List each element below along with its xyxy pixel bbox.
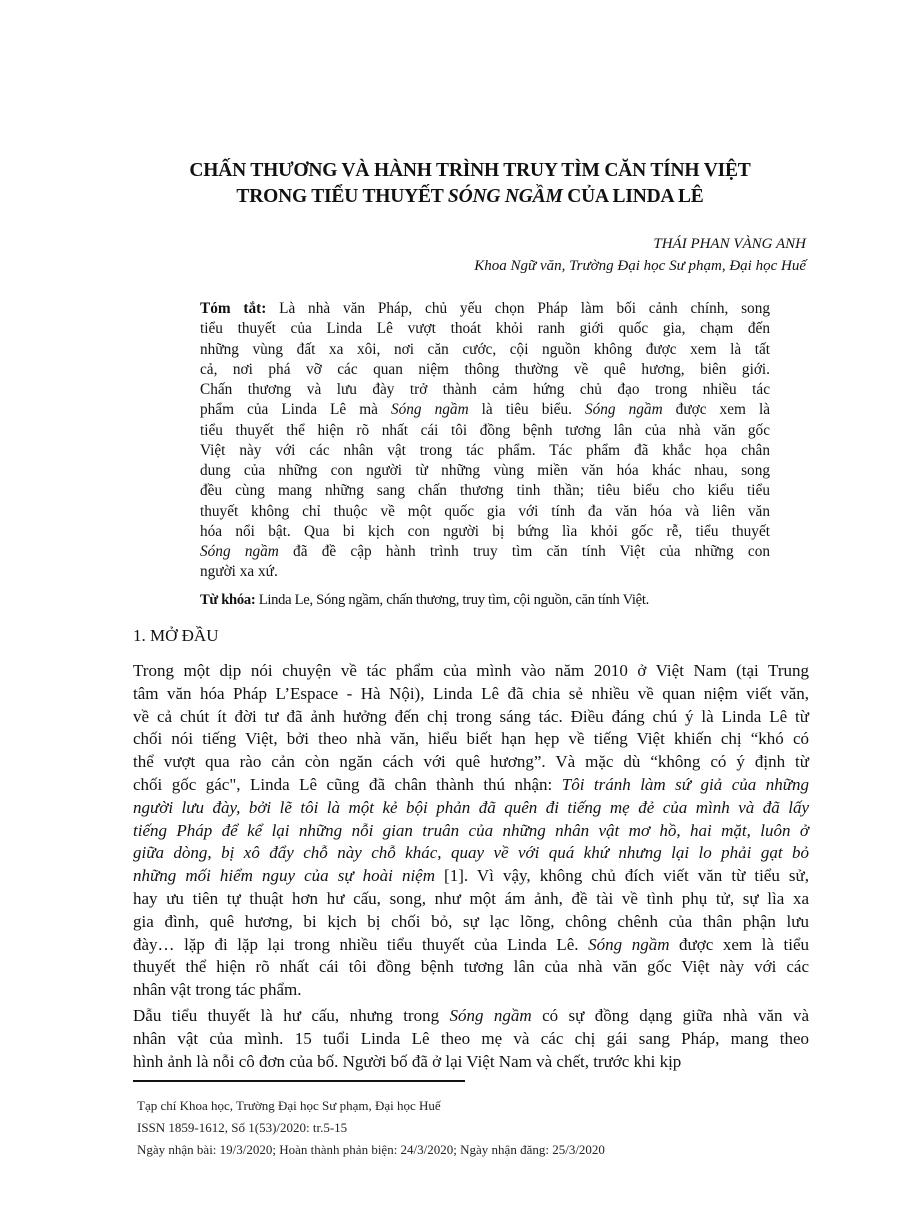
text-segment: đã đề cập hành trình truy tìm căn tính Việt của những con	[278, 543, 770, 560]
text-segment: đày… lặp đi lặp lại trong nhiều tiểu thuyết của Linda Lê.	[133, 934, 589, 954]
author-name: THÁI PHAN VÀNG ANH	[653, 236, 806, 252]
section-heading: 1. MỞ ĐẦU	[133, 626, 219, 645]
text-line	[133, 774, 809, 797]
italic-text: những mối hiểm nguy của sự hoài niệm	[133, 866, 435, 886]
text-line	[133, 1050, 809, 1073]
body-paragraph-1	[133, 660, 809, 1002]
text-segment: được xem là tiểu	[669, 934, 810, 954]
text-line	[133, 751, 809, 774]
text-segment: được xem là	[662, 401, 770, 419]
text-line	[200, 562, 770, 582]
author-affiliation: Khoa Ngữ văn, Trường Đại học Sư phạm, Đại học Huế	[474, 258, 806, 274]
text-segment: thuyết không chỉ thuộc về một quốc gia với tính đa văn hóa và liên văn	[200, 502, 770, 520]
text-line	[133, 1004, 809, 1027]
text-segment: chối nói tiếng Việt, bởi theo nhà văn, hiểu biết hạn hẹp về tiếng Việt khiến chị “khó có	[133, 729, 809, 749]
footnote-divider	[133, 1080, 465, 1082]
footer-issn: ISSN 1859-1612, Số 1(53)/2020: tr.5-15	[137, 1120, 348, 1135]
italic-text: giữa dòng, bị xô đẩy chỗ này chỗ khác, quay về với quá khứ nhưng lại lo phải gạt bỏ	[133, 843, 809, 863]
title-line-1: CHẤN THƯƠNG VÀ HÀNH TRÌNH TRUY TÌM CĂN TÍNH VIỆT	[189, 160, 751, 181]
text-line	[200, 502, 770, 522]
text-segment: đều cùng mang những sang chấn thương tinh thần; tiêu biểu cho kiểu tiểu	[200, 482, 770, 500]
text-segment: chối gốc gác", Linda Lê cũng đã chân thành thú nhận:	[133, 774, 562, 794]
text-segment: có sự đồng dạng giữa nhà văn và	[531, 1006, 809, 1025]
article-title	[100, 158, 840, 210]
italic-text: Tôi tránh làm sứ giả của những	[561, 774, 809, 794]
text-line	[200, 299, 770, 319]
text-segment: Việt này với các nhân vật trong tác phẩm. Tác phẩm đã khắc họa chân	[200, 441, 770, 459]
text-segment: dung của những con người từ những vùng miền văn hóa khác nhau, song	[200, 462, 770, 479]
title-pre: TRONG TIỂU THUYẾT	[236, 186, 448, 207]
text-line	[133, 820, 809, 843]
text-line	[133, 842, 809, 865]
text-line	[200, 461, 770, 481]
text-line	[133, 706, 809, 729]
text-segment: Chấn thương và lưu đày trở thành cảm hứng chủ đạo trong nhiều tác	[200, 381, 770, 398]
text-segment: Trong một dịp nói chuyện về tác phẩm của mình vào năm 2010 ở Việt Nam (tại Trung	[133, 661, 809, 680]
text-line	[200, 400, 770, 420]
text-segment: gia đình, quê hương, bi kịch bị chối bỏ, sự lạc lõng, chông chênh của thân phận lưu	[133, 911, 809, 931]
text-segment: là tiêu biểu.	[468, 401, 585, 419]
body-paragraph-2	[133, 1004, 809, 1073]
title-novel-name: SÓNG NGẦM	[447, 186, 563, 207]
text-segment: người xa xứ.	[200, 563, 278, 581]
keywords	[200, 592, 649, 609]
italic-text: Sóng ngầm	[449, 1006, 532, 1025]
text-line	[133, 888, 809, 911]
text-segment: Dẫu tiểu thuyết là hư cấu, nhưng trong	[133, 1006, 450, 1025]
text-segment: cả, nơi phá vỡ các quan niệm thông thường về quê hương, biên giới.	[200, 360, 770, 378]
text-line	[133, 979, 809, 1002]
text-line	[133, 865, 809, 888]
italic-text: Sóng ngầm	[390, 401, 469, 419]
text-segment: thể vượt qua rào cản còn ngăn cách với quê hương”. Và mặc dù “không có ý định từ	[133, 752, 809, 772]
text-segment: Là nhà văn Pháp, chủ yếu chọn Pháp làm bối cảnh chính, song	[266, 300, 770, 317]
text-line	[200, 340, 770, 360]
text-segment: tiểu thuyết của Linda Lê vượt thoát khỏi ranh giới quốc gia, chạm đến	[200, 320, 770, 338]
text-line	[133, 911, 809, 934]
text-line	[200, 360, 770, 380]
abstract	[200, 299, 770, 583]
text-line	[200, 319, 770, 339]
text-segment: nhân vật trong tác phẩm.	[133, 980, 302, 1000]
text-line	[133, 1027, 809, 1050]
italic-text: Sóng ngầm	[588, 934, 670, 954]
text-line	[133, 728, 809, 751]
footer-journal: Tạp chí Khoa học, Trường Đại học Sư phạm, Đại học Huế	[137, 1098, 441, 1113]
text-line	[133, 956, 809, 979]
text-line	[133, 797, 809, 820]
title-line-2	[100, 184, 840, 210]
footer-dates: Ngày nhận bài: 19/3/2020; Hoàn thành phản biện: 24/3/2020; Ngày nhận đăng: 25/3/2020	[137, 1142, 605, 1157]
italic-text: tiếng Pháp để kể lại những nỗi gian truân của những nhân vật mơ hồ, hai mặt, luôn ở	[133, 820, 809, 840]
text-line	[200, 522, 770, 542]
text-segment: về cả chút ít đời tư đã ảnh hưởng đến chị trong sáng tác. Điều đáng chú ý là Linda Lê từ	[133, 706, 809, 726]
text-segment: những vùng đất xa xôi, nơi căn cước, cội nguồn không được xem là tất	[200, 340, 770, 358]
italic-text: Sóng ngầm	[200, 543, 279, 560]
text-line	[133, 683, 809, 706]
text-segment: phẩm của Linda Lê mà	[200, 401, 391, 419]
text-line	[133, 660, 809, 683]
text-segment: tâm văn hóa Pháp L’Espace - Hà Nội), Linda Lê đã chia sẻ nhiều về quan niệm viết văn,	[133, 683, 809, 703]
text-segment: hình ảnh là nỗi cô đơn của bố. Người bố đã ở lại Việt Nam và chết, trước khi kịp	[133, 1052, 682, 1071]
text-line	[200, 481, 770, 501]
keywords-text: Linda Le, Sóng ngầm, chấn thương, truy tìm, cội nguồn, căn tính Việt.	[255, 592, 649, 608]
text-line	[200, 380, 770, 400]
text-line	[200, 542, 770, 562]
title-post: CỦA LINDA LÊ	[562, 186, 704, 207]
italic-text: người lưu đày, bởi lẽ tôi là một kẻ bội phản đã quên đi tiếng mẹ đẻ của mình và đã lấy	[133, 797, 809, 817]
text-line	[133, 934, 809, 957]
italic-text: Sóng ngầm	[584, 401, 663, 419]
text-segment: thuyết thể hiện rõ nhất cái tôi đồng bệnh tương lân của nhà văn gốc Việt này với các	[133, 957, 809, 977]
text-line	[200, 421, 770, 441]
text-segment: hóa nổi bật. Qua bi kịch con người bị bứng lìa khỏi gốc rễ, tiểu thuyết	[200, 522, 770, 540]
text-segment: hay ưu tiên tự thuật hơn hư cấu, song, như một ám ảnh, đề tài về tình phụ tử, sự lìa xa	[133, 888, 809, 908]
text-line	[200, 441, 770, 461]
text-segment: nhân vật của mình. 15 tuổi Linda Lê theo mẹ và các chị gái sang Pháp, mang theo	[133, 1029, 809, 1048]
keywords-label: Từ khóa:	[200, 592, 256, 608]
text-segment: [1]. Vì vậy, không chủ đích viết văn từ tiểu sử,	[435, 866, 809, 886]
text-segment: Tóm tắt:	[200, 300, 267, 317]
text-segment: tiểu thuyết thể hiện rõ nhất cái tôi đồng bệnh tương lân của nhà văn gốc	[200, 421, 770, 439]
